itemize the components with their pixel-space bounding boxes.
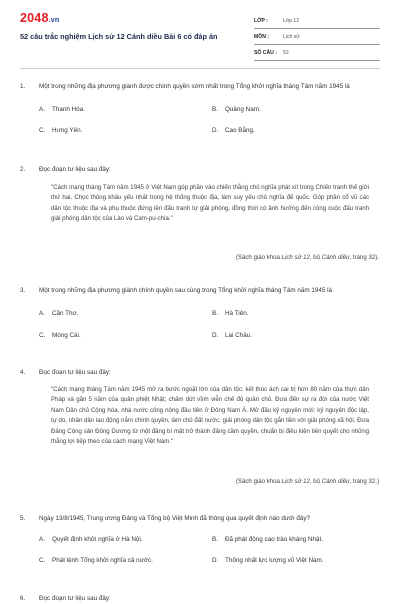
option-b[interactable]: B. Quảng Nam.	[212, 105, 261, 113]
question-text: Đọc đoạn tư liệu sau đây:	[39, 166, 111, 173]
site-logo[interactable]	[20, 9, 59, 28]
logo-suffix: .vn	[48, 17, 60, 24]
question-number: 6.	[20, 595, 26, 602]
passage-source: (Sách giáo khoa Lịch sử 12, bộ Cánh diều, trang 32.)	[235, 478, 379, 485]
meta-value: Lịch sử	[283, 33, 300, 40]
meta-key: LỚP :	[254, 17, 268, 24]
question-number: 4.	[20, 369, 26, 376]
question-5	[20, 514, 380, 564]
document-title: 52 câu trắc nghiệm Lịch sử 12 Cánh diều Bài 6 có đáp án	[20, 32, 218, 41]
question-number: 5.	[20, 515, 26, 522]
question-3	[20, 286, 380, 339]
question-1	[20, 82, 380, 132]
option-d[interactable]: D. Lai Châu.	[212, 331, 252, 339]
meta-table	[254, 14, 380, 62]
meta-row-subject	[254, 30, 380, 45]
option-a[interactable]: A. Cần Thơ.	[39, 309, 79, 317]
question-number: 3.	[20, 287, 26, 294]
question-text: Ngày 13/8/1945, Trung ương Đảng và Tổng bộ Việt Minh đã thông qua quyết định nào dưới đây?	[39, 515, 310, 522]
question-4	[20, 368, 380, 378]
passage-block-4	[20, 385, 380, 447]
header-divider	[20, 68, 380, 69]
meta-value: 52	[283, 49, 289, 56]
option-d[interactable]: D. Cao Bằng.	[212, 126, 255, 134]
option-a[interactable]: A. Quyết định khởi nghĩa ở Hà Nội.	[39, 535, 143, 543]
option-c[interactable]: C. Phát lệnh Tổng khởi nghĩa cả nước.	[39, 556, 153, 564]
passage-block-2	[20, 183, 380, 225]
passage-text: "Cách mạng tháng Tám năm 1945 mở ra bước ngoặt lớn của dân tộc: kết thúc ách cai trị hơn 80 năm của thực dân Pháp và gần 5 năm của quân phiệt Nhật; chấm dứt vĩnh viễn chế độ quân chủ. Đưa đến sự ra đời của nước Việt Nam Dân chủ Cộng hòa, nhà nước công nông đầu tiên ở Đông Nam Á. Mở đầu kỷ nguyên mới: kỷ nguyên độc lập, tự do, nhân dân lao động nắm chính quyền, làm chủ đất nước, giải phóng dân tộc gắn liền với giải phóng xã hội. Đưa Đảng Cộng sản Đông Dương từ một đảng bí mật trở thành đảng cầm quyền, chuẩn bị điều kiện tiên quyết cho những thắng lợi tiếp theo của cách mạng Việt Nam."	[51, 386, 369, 446]
options	[39, 92, 369, 132]
meta-key: MÔN :	[254, 33, 269, 40]
meta-row-count	[254, 46, 380, 61]
option-b[interactable]: B. Đã phát động cao trào kháng Nhật.	[212, 535, 324, 543]
logo-number: 2048	[20, 11, 49, 25]
option-c[interactable]: C. Hưng Yên.	[39, 126, 83, 134]
question-2	[20, 165, 380, 175]
option-a[interactable]: A. Thanh Hóa.	[39, 105, 85, 113]
meta-value: Lớp 12	[283, 17, 300, 24]
page-header	[0, 0, 400, 68]
question-6	[20, 594, 380, 604]
question-number: 1.	[20, 83, 26, 90]
question-text: Đọc đoạn tư liệu sau đây:	[39, 369, 111, 376]
question-text: Một trong những địa phương giành được chính quyền sớm nhất trong Tổng khởi nghĩa tháng Tám năm 1945 là	[39, 83, 350, 90]
option-d[interactable]: D. Thống nhất lực lượng vũ Việt Nam.	[212, 556, 324, 564]
passage-text: "Cách mạng tháng Tám năm 1945 ở Việt Nam góp phần vào chiến thắng chủ nghĩa phát xít trong Chiến tranh thế giới thứ hai. Chọc thủng khâu yếu nhất trong hệ thống thuộc địa, làm suy yếu chủ nghĩa đế quốc. Góp phần cổ vũ các dân tộc thuộc địa và phụ thuộc đứng lên đấu tranh tự giải phóng, đồng thời có ảnh hưởng đến công cuộc đấu tranh giải phóng dân tộc của Lào và Cam-pu-chia."	[51, 184, 369, 223]
question-text: Một trong những địa phương giành chính quyền sau cùng trong Tổng khởi nghĩa tháng Tám năm 1945 là	[39, 287, 333, 294]
meta-key: SỐ CÂU :	[254, 49, 277, 56]
question-number: 2.	[20, 166, 26, 173]
option-b[interactable]: B. Hà Tiên.	[212, 309, 249, 317]
options	[39, 296, 369, 339]
meta-row-class	[254, 14, 380, 29]
option-c[interactable]: C. Móng Cái.	[39, 331, 81, 339]
question-text: Đọc đoạn tư liệu sau đây:	[39, 595, 111, 602]
options	[39, 524, 369, 564]
passage-source: (Sách giáo khoa Lịch sử 12, bộ Cánh diều, trang 32).	[235, 254, 379, 261]
